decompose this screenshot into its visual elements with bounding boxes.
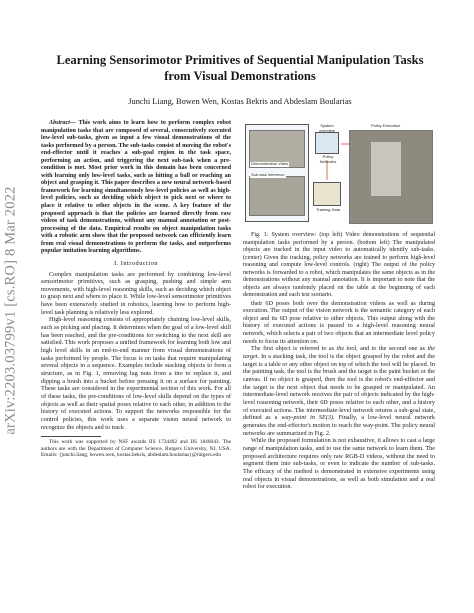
- demonstration-video-label: Demonstration Video: [251, 161, 289, 166]
- p2-text-c: . In a stacking task, the tool is the object grasped by the robot and the target is a table or any other object on top of which the tool will be placed. In the painting task, the tool is the brush and the target is the paint bucket or the canvas. If no object is grasped, then the tool is the robot's end-effector and the target is the next object that needs to be grasped or manipulated. An intermediate-level network receives the pair of objects indicated by the high-level reasoning network, their 6D poses relative to each other, and a history of executed actions. The intermediate-level network returns a sub-goal state, defined as a: [243, 353, 435, 422]
- training-data-label: Training Data: [316, 207, 340, 212]
- right-paragraph-2: [243, 345, 435, 437]
- figure-1-system-overview: [243, 120, 435, 228]
- system-overview-label: System overview: [319, 123, 335, 133]
- arxiv-identifier-stamp: [3, 120, 19, 500]
- p2-text-b: , and to the second one as: [356, 345, 428, 353]
- title-line-2: from Visual Demonstrations: [164, 68, 316, 83]
- term-target: the target: [243, 345, 436, 361]
- footnote: This work was supported by NSF awards IIS 1734492 and IIS 1846043. The authors are with the Department of Computer Science, Rutgers University, NJ, USA. Emails: {junchi.liang, bowen.wen, kostas.bekris, abdeslam.boularias}@rutgers.edu: [41, 439, 231, 459]
- arxiv-id-text: arXiv:2203.03799v1 [cs.RO] 8 Mar 2022: [2, 185, 19, 435]
- intro-paragraph-1: Complex manipulation tasks are performed by combining low-level sensorimotor primitives, such as grasping, pushing and simple arm movements, with high-level reasoning skills, such as deciding which object to grasp next and where to place it. While low-level sensorimotor primitives have been extensively studied in robotics, learning how to perform high-level task planning is relatively less explored.: [41, 270, 231, 316]
- intro-paragraph-2: High-level reasoning consists of appropriately chaining low-level skills, such as picking and placing. It determines when the goal of a low-level skill has been reached, and the pre-conditions for switching to the next skill are satisfied. This work proposes a unified framework for learning both low and high level skills in an end-to-end manner from visual demonstrations of tasks performed by people. The focus is on tasks that require manipulating several objects in a sequence. Examples include stacking objects to form a structure, as in Fig. 1, removing lug nuts from a tire to replace it, and dipping a brush into a bucket before pressing it on a surface for painting. These tasks are considered in the experimental section of this work. For all of these tasks, the pre-conditions of low-level skills depend on the types of objects as well as their spatial poses relative to each other, in addition to the history of executed actions. To support the networks responsible for the control policies, this work uses a separate vision neural network to recognize the objects and to track: [41, 316, 231, 431]
- figure-1-caption: Fig. 1: System overview: (top left) Video demonstrations of sequential manipulation tasks performed by a person. (bottom left) The manipulated objects are tracked in the input video to automatically identify sub-tasks. (center) Given the tracking, policy networks are trained to perform high-level reasoning and compute low-level controls. (right) The output of the policy networks is forwarded to a robot, which manipulates the same objects as in the demonstrations without any manual annotation. It is important to note that the objects are always randomly placed on the table at the beginning of each demonstration and each test scenario.: [243, 232, 435, 298]
- title-line-1: Learning Sensorimotor Primitives of Sequential Manipulation Tasks: [56, 53, 424, 67]
- p2-text-d: . Finally, a low-level neural network generates the end-effector's motion to reach the way-point. The policy neural networks are summarized in Fig. 2.: [243, 414, 435, 437]
- term-tool: the tool: [336, 345, 357, 353]
- p2-text-a: The first object is referred to as: [251, 345, 337, 353]
- policy-networks-label: Policy Networks: [319, 154, 337, 164]
- abstract-lead: Abstract: [49, 120, 70, 126]
- figure-arrows: [309, 120, 349, 228]
- policy-execution-label: Policy Execution: [371, 123, 401, 128]
- right-column: [243, 120, 435, 491]
- paper-title: [40, 53, 440, 84]
- right-paragraph-1: their 6D poses both over the demonstration videos as well as during execution. The output of the vision network is the semantic category of each object and its 6D pose relative to other objects. This output along with the history of executed actions is passed to a high-level reasoning neural network, which selects a pair of two objects that an intermediate level policy needs to focus its attention on.: [243, 299, 435, 345]
- footnote-divider: [41, 436, 101, 437]
- robot-arm-shape: [371, 142, 401, 196]
- right-paragraph-3: While the proposed formulation is not exhaustive, it allows to cast a large range of manipulation tasks, and to use the same network to learn them. The proposed architecture requires only raw RGB-D videos, without the need to segment them into sub-tasks, or even to indicate the number of sub-tasks. The efficacy of the method is demonstrated in extensive experiments using real objects in visual demonstrations, as well as both simulation and a real robot for execution.: [243, 437, 435, 491]
- paper-authors: Junchi Liang, Bowen Wen, Kostas Bekris and Abdeslam Boularias: [128, 97, 352, 106]
- abstract-body: — This work aims to learn how to perform complex robot manipulation tasks that are composed of several, consecutively executed low-level sub-tasks, given as input a few visual demonstrations of the tasks performed by a person. The sub-tasks consist of moving the robot's end-effector until it reaches a sub-goal region in the task space, performing an action, and triggering the next sub-task when a pre-condition is met. Most prior work in this domain has been concerned with learning only low-level tasks, such as hitting a ball or reaching an object and grasping it. This paper describes a new neural network-based framework for learning simultaneously low-level policies as well as high-level policies, such as deciding which object to pick next or where to place it relative to other objects in the scene. A key feature of the proposed approach is that the policies are learned directly from raw videos of task demonstrations, without any manual annotation or post-processing of the data. Empirical results on object manipulation tasks with a robotic arm show that the proposed network can efficiently learn from real visual demonstrations to perform the tasks, and outperforms popular imitation learning algorithms.: [41, 120, 231, 255]
- left-column: [41, 120, 231, 459]
- sub-task-inference-frame: [249, 176, 305, 216]
- section-heading-introduction: I. Introduction: [114, 259, 158, 267]
- sub-task-inference-label: Sub-task Inference: [251, 172, 285, 177]
- term-waypoint: way-point in SE(3): [281, 414, 334, 422]
- abstract: [41, 120, 231, 256]
